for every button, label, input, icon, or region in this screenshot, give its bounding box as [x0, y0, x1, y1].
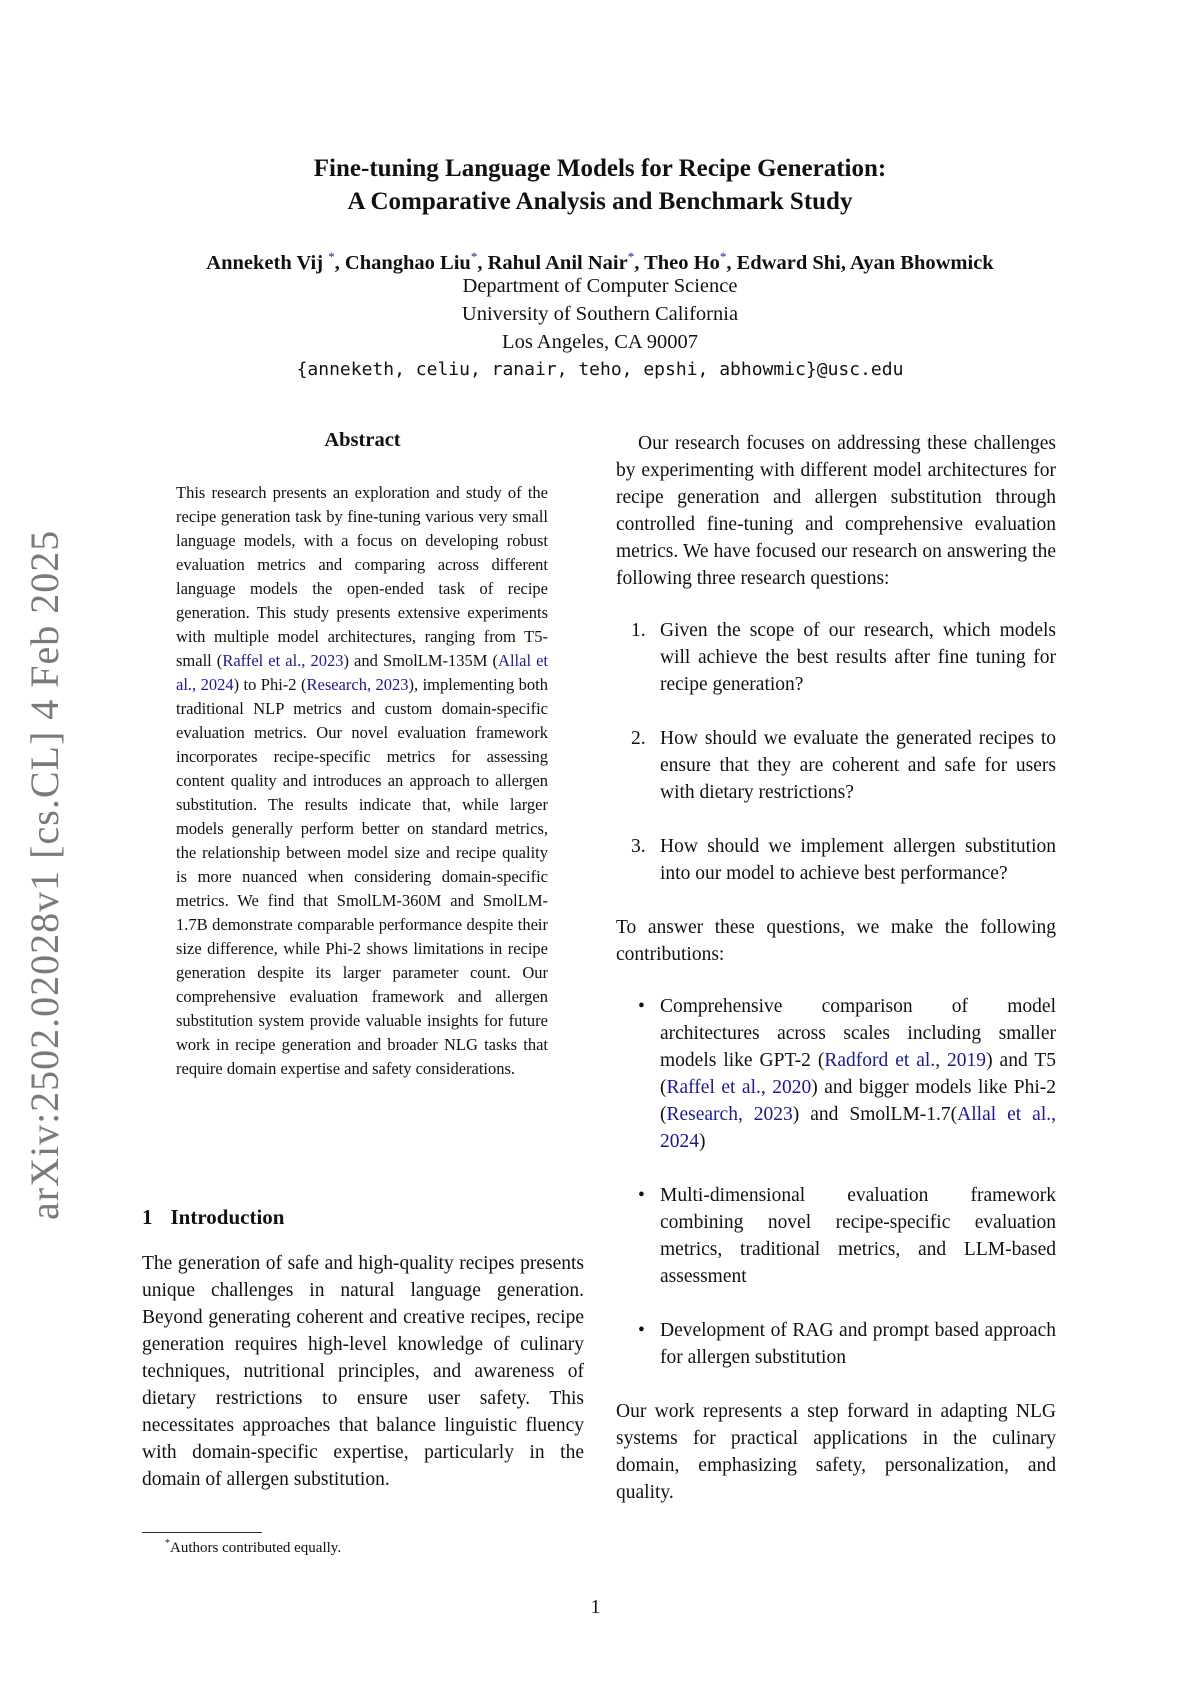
author-separator: ,: [477, 251, 488, 274]
list-item-text: ) and T5 (: [660, 1050, 1056, 1098]
list-number: 3.: [631, 836, 646, 857]
footnote-divider: [142, 1532, 262, 1533]
abstract-text-part: ) to Phi-2 (: [233, 675, 307, 694]
abstract-text: [176, 481, 548, 1081]
affiliation: [130, 272, 1070, 356]
list-item-text: ) and SmolLM-1.7(: [792, 1104, 958, 1125]
conclusion-paragraph: Our work represents a step forward in adapting NLG systems for practical applications in the culinary domain, emphasizing safety, personalization, and quality.: [616, 1401, 1056, 1503]
equal-contribution-mark[interactable]: *: [470, 249, 478, 264]
contributions-intro: To answer these questions, we make the following contributions:: [616, 917, 1056, 965]
section-title: Introduction: [170, 1205, 285, 1229]
author-separator: ,: [634, 251, 645, 274]
right-column: [616, 430, 1056, 1506]
list-number: 2.: [631, 728, 646, 749]
paper-title: [130, 152, 1070, 218]
list-item: [616, 993, 1056, 1155]
list-item-text: Given the scope of our research, which models will achieve the best results after fine tuning for recipe generation?: [660, 620, 1056, 695]
list-item-text: Comprehensive comparison of model architectures across scales including smaller models like GPT-2 (: [660, 996, 1056, 1071]
page-number: 1: [590, 1597, 601, 1618]
list-item-text: How should we evaluate the generated recipes to ensure that they are coherent and safe for users with dietary restrictions?: [660, 728, 1056, 803]
bullet-marker: •: [638, 996, 645, 1017]
footnote: [165, 1538, 341, 1557]
list-item-text: How should we implement allergen substitution into our model to achieve best performance?: [660, 836, 1056, 884]
list-item: [616, 725, 1056, 806]
citation-link[interactable]: Research, 2023: [666, 1104, 793, 1125]
list-item: [616, 1317, 1056, 1371]
author-4: Theo Ho: [644, 251, 720, 274]
list-item: [616, 833, 1056, 887]
list-item: [616, 617, 1056, 698]
bullet-marker: •: [638, 1320, 645, 1341]
author-separator: ,: [334, 251, 345, 274]
author-1: Anneketh Vij: [206, 251, 324, 274]
research-questions-list: [616, 617, 1056, 887]
citation-link[interactable]: Allal et al., 2024: [660, 1104, 1056, 1152]
citation-link[interactable]: Raffel et al., 2020: [666, 1077, 812, 1098]
section-heading-introduction: [142, 1205, 302, 1230]
list-item-text: Development of RAG and prompt based approach for allergen substitution: [660, 1320, 1056, 1368]
author-separator: ,: [840, 251, 850, 274]
abstract-text-part: This research presents an exploration and study of the recipe generation task by fine-tuning various very small language models, with a focus on developing robust evaluation metrics and comparing across different language models the open-ended task of recipe generation. This study presents extensive experiments with multiple model architectures, ranging from T5-small (: [176, 483, 548, 670]
title-line-1: Fine-tuning Language Models for Recipe Generation:: [313, 155, 887, 182]
list-item-text: ): [699, 1131, 706, 1152]
author-2: Changhao Liu: [344, 251, 471, 274]
city: Los Angeles, CA 90007: [502, 331, 698, 353]
list-item-text: ) and bigger models like Phi-2 (: [660, 1077, 1057, 1125]
author-separator: ,: [726, 251, 737, 274]
equal-contribution-mark[interactable]: *: [328, 249, 335, 264]
abstract-heading: Abstract: [324, 429, 401, 451]
list-item: [616, 1182, 1056, 1290]
equal-contribution-mark[interactable]: *: [719, 249, 727, 264]
author-3: Rahul Anil Nair: [487, 251, 628, 274]
department: Department of Computer Science: [462, 275, 738, 297]
author-6: Ayan Bhowmick: [849, 251, 994, 274]
abstract-text-part: ), implementing both traditional NLP metrics and custom domain-specific evaluation metrics. Our novel evaluation framework incorporates recipe-specific metrics for assessing content quality and introduces an approach to allergen substitution. The results indicate that, while larger models generally perform better on standard metrics, the relationship between model size and recipe quality is more nuanced when considering domain-specific metrics. We find that SmolLM-360M and SmolLM-1.7B demonstrate comparable performance despite their size difference, while Phi-2 shows limitations in recipe generation despite its larger parameter count. Our comprehensive evaluation framework and allergen substitution system provide valuable insights for future work in recipe generation and broader NLG tasks that require domain expertise and safety considerations.: [176, 675, 548, 1078]
list-number: 1.: [631, 620, 646, 641]
citation-link[interactable]: Research, 2023: [306, 675, 409, 694]
bullet-marker: •: [638, 1185, 645, 1206]
arxiv-identifier: arXiv:2502.02028v1 [cs.CL] 4 Feb 2025: [22, 529, 67, 1220]
abstract-text-part: ) and SmolLM-135M (: [343, 651, 499, 670]
author-5: Edward Shi: [736, 251, 841, 274]
university: University of Southern California: [461, 303, 739, 325]
introduction-paragraph: The generation of safe and high-quality recipes presents unique challenges in natural language generation. Beyond generating coherent and creative recipes, recipe generation requires high-level knowledge of culinary techniques, nutritional principles, and awareness of dietary restrictions to ensure user safety. This necessitates approaches that balance linguistic fluency with domain-specific expertise, particularly in the domain of allergen substitution.: [142, 1253, 584, 1490]
title-line-2: A Comparative Analysis and Benchmark Study: [347, 188, 853, 215]
author-emails: {anneketh, celiu, ranair, teho, epshi, abhowmic}@usc.edu: [296, 359, 904, 380]
list-item-text: Multi-dimensional evaluation framework combining novel recipe-specific evaluation metrics, traditional metrics, and LLM-based assessment: [660, 1185, 1056, 1287]
contributions-list: [616, 993, 1056, 1371]
section-number: 1: [142, 1205, 153, 1229]
citation-link[interactable]: Radford et al., 2019: [824, 1050, 987, 1071]
footnote-mark: *: [165, 1538, 170, 1549]
citation-link[interactable]: Raffel et al., 2023: [222, 651, 344, 670]
footnote-text: Authors contributed equally.: [170, 1540, 342, 1556]
research-focus-paragraph: Our research focuses on addressing these challenges by experimenting with different model architectures for recipe generation and allergen substitution through controlled fine-tuning and comprehensive evaluation metrics. We have focused our research on answering the following three research questions:: [616, 433, 1056, 589]
citation-link[interactable]: Allal et al., 2024: [176, 651, 548, 694]
equal-contribution-mark[interactable]: *: [627, 249, 635, 264]
